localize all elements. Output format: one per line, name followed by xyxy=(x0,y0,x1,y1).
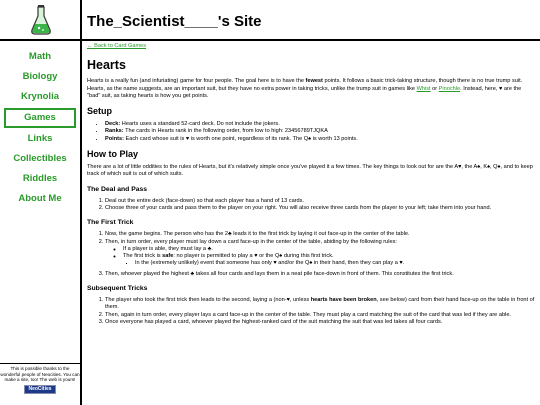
list-item-label: Deck: xyxy=(105,121,121,128)
list-item-text: The player who took the first trick then leads to the second, laying a (non-♥, unless xyxy=(105,297,311,304)
setup-heading: Setup xyxy=(87,106,113,117)
sidebar xyxy=(0,41,82,405)
list-item-text: Hearts uses a standard 52-card deck. Do not include the jokers. xyxy=(120,121,280,128)
intro-text: points. It follows a basic trick-taking structure, though there is no true trump suit. Hearts, as the name suggests, are an important suit, but they have no extra power in taking tricks, unlike the trump suit in games like xyxy=(87,78,523,92)
rule-text: The first trick is xyxy=(123,253,163,260)
subsequent-tricks-heading: Subsequent Tricks xyxy=(87,285,148,293)
list-item-text: Then, in turn order, every player must lay down a card face-up in the center of the table, abiding by the following rules: xyxy=(105,238,397,245)
site-logo[interactable] xyxy=(0,0,82,41)
list-item-text: The cards in Hearts rank in the following order, from low to high: 23456789TJQKA xyxy=(123,128,328,135)
first-trick-heading: The First Trick xyxy=(87,219,134,227)
header-divider xyxy=(82,39,540,41)
list-item-text: Each card whose suit is ♥ is worth one point, regardless of its rank. The Q♠ is worth 13 points. xyxy=(123,135,358,142)
site-title: The_Scientist____'s Site xyxy=(87,13,262,30)
deal-list xyxy=(87,198,535,213)
pinochle-link[interactable]: Pinochle xyxy=(438,85,461,92)
rule-item: ◦ If a player is able, they must lay a ♣. xyxy=(123,246,535,253)
sub-rule-list xyxy=(123,260,535,267)
back-link[interactable]: ← Back to Card Games xyxy=(87,43,147,49)
sidebar-item-math[interactable]: Math xyxy=(28,51,52,62)
list-item xyxy=(105,297,535,312)
intro-text: or xyxy=(430,85,439,92)
whist-link[interactable]: Whist xyxy=(416,85,431,92)
list-item: 1. Now, the game begins. The person who has the 2♣ leads it to the first trick by laying it out face-up in the center of the table. xyxy=(105,231,535,238)
list-item-label: Ranks: xyxy=(105,128,124,135)
page-title: Hearts xyxy=(87,58,126,73)
rule-item xyxy=(123,253,535,268)
flask-icon xyxy=(30,4,52,36)
main-content xyxy=(87,43,535,329)
rule-emphasis: safe xyxy=(162,253,174,260)
list-item-label: Points: xyxy=(105,135,124,142)
sidebar-nav xyxy=(0,47,80,209)
how-to-play-heading: How to Play xyxy=(87,149,139,160)
first-trick-list xyxy=(87,231,535,278)
sub-rule-item: ▪ In the (extremely unlikely) event that someone has only ♥ and/or the Q♠ in their hand, then they can play a ♥. xyxy=(135,260,535,267)
sidebar-item-links[interactable]: Links xyxy=(27,133,53,144)
sidebar-item-riddles[interactable]: Riddles xyxy=(22,173,58,184)
intro-text: Hearts is a really fun (and infuriating) game for four people. The goal here is to have the xyxy=(87,78,306,85)
sidebar-item-about-me[interactable]: About Me xyxy=(18,193,62,204)
sidebar-item-collectibles[interactable]: Collectibles xyxy=(13,153,67,164)
list-item-emphasis: hearts have been broken xyxy=(310,297,377,304)
list-item xyxy=(105,121,535,128)
list-item xyxy=(105,239,535,268)
intro-text: . Instead, here, ♥ are the "bad" suit, as taking hearts is how you get points. xyxy=(87,85,522,99)
rule-list xyxy=(105,246,535,268)
intro-emphasis: fewest xyxy=(305,78,323,85)
sidebar-item-games[interactable]: Games xyxy=(4,108,76,128)
list-item: 2. Choose three of your cards and pass them to the player on your right. You will also receive three cards from the player to your left; take them into your hand. xyxy=(105,205,535,212)
subsequent-list xyxy=(87,297,535,326)
deal-heading: The Deal and Pass xyxy=(87,185,148,193)
credit-text: This is possible thanks to the wonderful people of Neocities. You can make a site, too! The web is yours! xyxy=(0,366,80,382)
setup-list xyxy=(87,121,535,143)
list-item xyxy=(105,136,535,143)
how-to-play-intro: There are a lot of little oddities to the rules of Hearts, but it's relatively simple once you've played it a few times. The key things to look out for are the A♥, the A♠, K♠, Q♠, and to keep track of which suit is out of which suits. xyxy=(87,164,533,178)
list-item xyxy=(105,128,535,135)
intro-paragraph xyxy=(87,78,535,100)
sidebar-item-krynolia[interactable]: Krynolia xyxy=(20,91,59,102)
list-item: 3. Once everyone has played a card, whoever played the highest-ranked card of the suit matching the suit that was led takes all four cards. xyxy=(105,319,535,326)
rule-text: : no player is permitted to play a ♥ or the Q♠ during this first trick. xyxy=(173,253,334,260)
list-item: 1. Deal out the entire deck (face-down) so that each player has a hand of 13 cards. xyxy=(105,198,535,205)
list-item: 2. Then, again in turn order, every player lays a card face-up in the center of the table. They must play a card matching the suit of the card that was led if they are able. xyxy=(105,312,535,319)
neocities-logo[interactable]: NeoCities xyxy=(24,385,55,395)
sidebar-item-biology[interactable]: Biology xyxy=(22,71,58,82)
neocities-credit xyxy=(0,363,80,405)
list-item-text: , see below) card from their hand face-up on the table in front of them. xyxy=(105,297,535,311)
list-item: 3. Then, whoever played the highest ♣ takes all four cards and lays them in a neat pile face-down in front of them. This constitutes the first trick. xyxy=(105,271,535,278)
